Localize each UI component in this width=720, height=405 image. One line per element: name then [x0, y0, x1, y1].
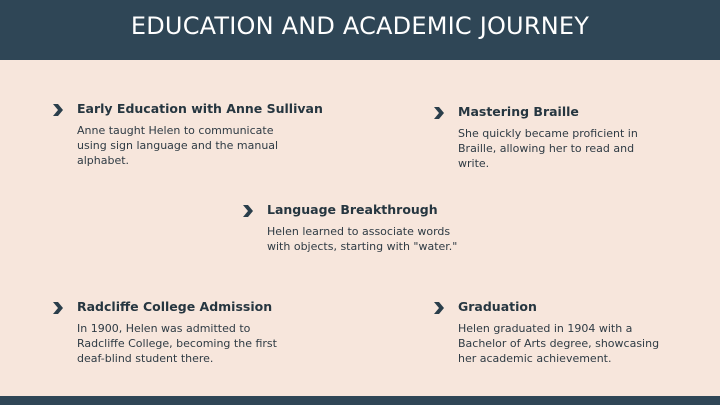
milestone-title: Mastering Braille [458, 104, 579, 119]
chevron-right-icon [52, 302, 64, 314]
milestone-title: Graduation [458, 299, 537, 314]
milestone-title: Early Education with Anne Sullivan [77, 101, 323, 116]
milestone-description: Helen graduated in 1904 with a Bachelor of Arts degree, showcasing her academic achievement. [458, 322, 660, 365]
chevron-right-icon [433, 107, 445, 119]
milestone-description: Helen learned to associate words with objects, starting with "water." [267, 225, 458, 253]
milestone-title: Language Breakthrough [267, 202, 438, 217]
milestone-description: She quickly became proficient in Braille, allowing her to read and write. [458, 127, 638, 170]
title-bar [0, 0, 720, 60]
milestone-description: In 1900, Helen was admitted to Radcliffe College, becoming the first deaf-blind student there. [77, 322, 277, 365]
chevron-right-icon [242, 205, 254, 217]
milestone-description: Anne taught Helen to communicate using sign language and the manual alphabet. [77, 124, 279, 167]
milestone-title: Radcliffe College Admission [77, 299, 273, 314]
chevron-right-icon [433, 302, 445, 314]
page-title: EDUCATION AND ACADEMIC JOURNEY [130, 12, 590, 40]
footer-bar [0, 396, 720, 405]
chevron-right-icon [52, 104, 64, 116]
